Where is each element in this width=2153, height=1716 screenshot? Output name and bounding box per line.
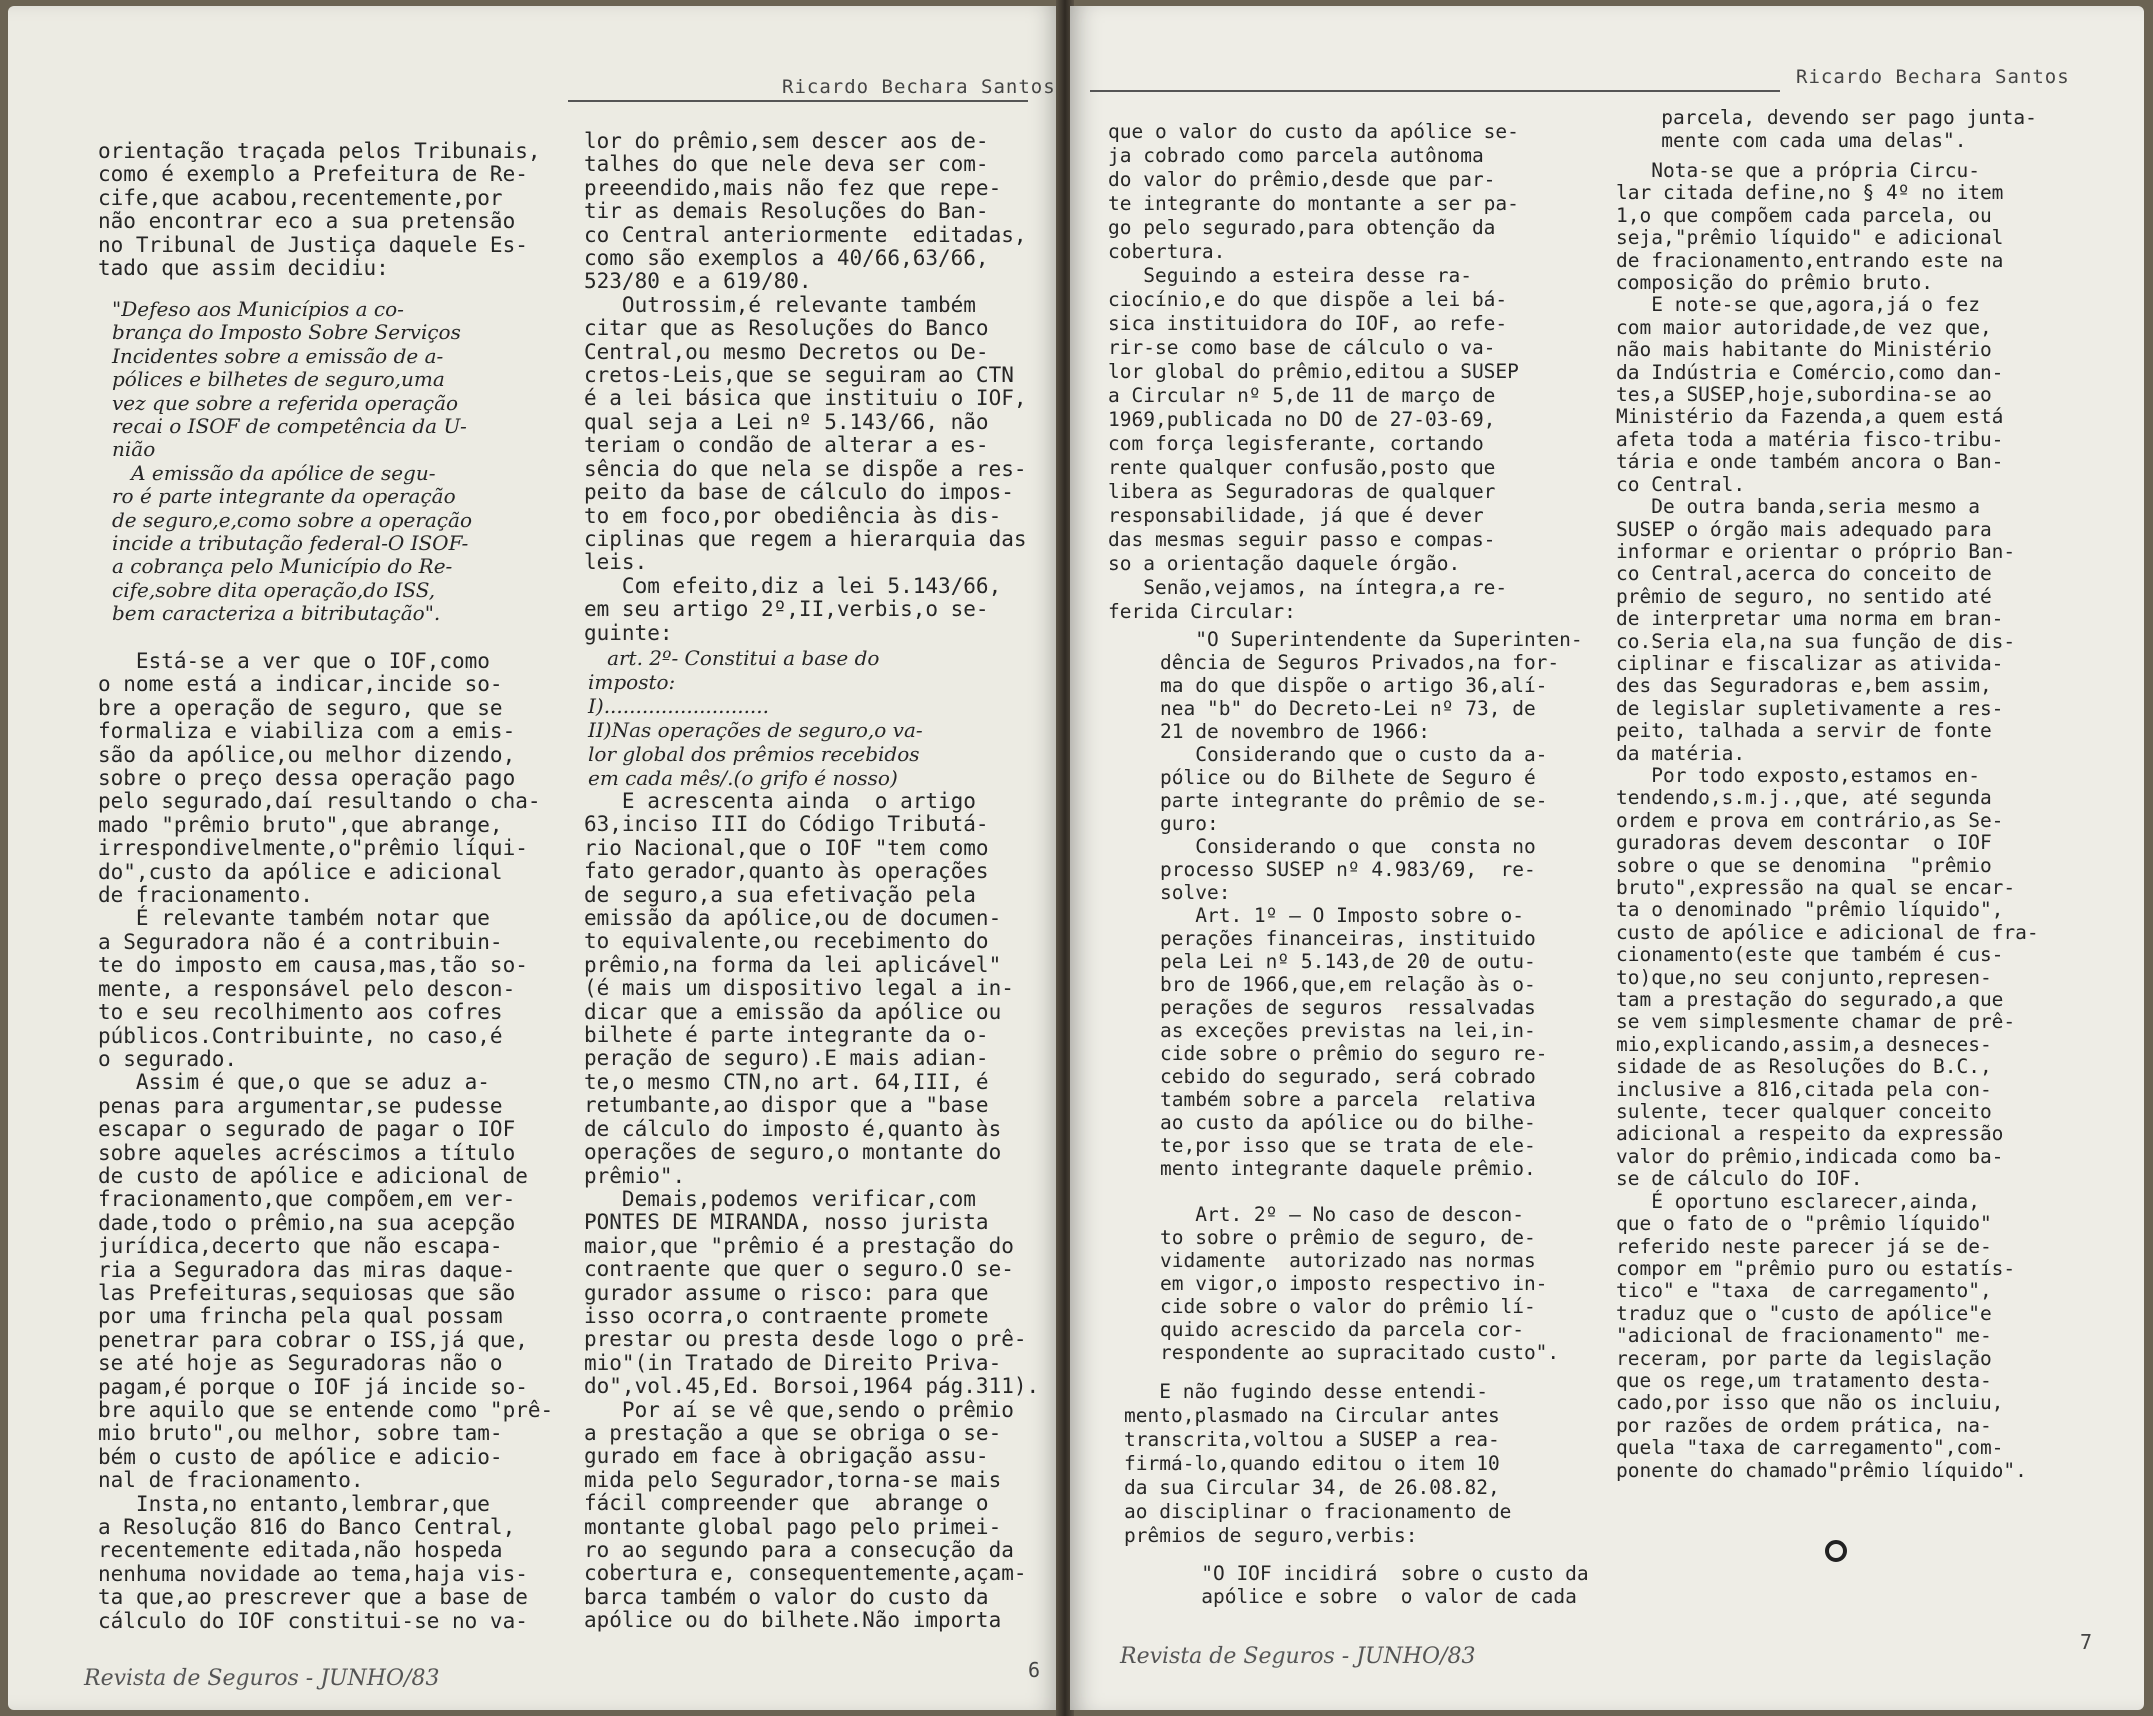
right-col3-body: E não fugindo desse entendi- mento,plasmado na Circular antes transcrita,voltou a SUSEP a rea- firmá-lo,quando editou o item 10 da sua Circular 34, de 26.08.82, ao disciplinar o fracionamento de prêmios de seguro,verbis: — [1124, 1380, 1512, 1547]
end-of-article-icon — [1825, 1540, 1847, 1562]
left-col2-paragraph: lor do prêmio,sem descer aos de- talhes do que nele deva ser com- preeendido,mais não fez que repe- tir as demais Resoluções do Ban- co Central anteriormente editadas, como são exemplos a 40/66,63/66, 523/80 e a 619/80. Outrossim,é relevante também citar que as Resoluções do Banco Central,ou mesmo Decretos ou De- cretos-Leis,que se seguiram ao CTN é a lei básica que instituiu o IOF, qual seja a Lei nº 5.143/66, não teriam o condão de alterar a es- sência do que nela se dispõe a res- peito da base de cálculo do impos- to em foco,por obediência às dis- ciplinas que regem a hierarquia das leis. Com efeito,diz a lei 5.143/66, em seu artigo 2º,II,verbis,o se- guinte: — [584, 129, 1027, 645]
magazine-footer-right: Revista de Seguros - JUNHO/83 — [1120, 1644, 1476, 1669]
left-col1-body: Está-se a ver que o IOF,como o nome está a indicar,incide so- bre a operação de seguro, que se formaliza e viabiliza com a emis- são da apólice,ou melhor dizendo, sobre o preço dessa operação pago pelo segurado,daí resultando o cha- mado "prêmio bruto",que abrange, irrespondivelmente,o"prêmio líqui- do",custo da apólice e adicional de fracionamento. É relevante também notar que a Seguradora não é a contribuin- te do imposto em causa,mas,tão so- mente, a responsável pelo descon- to e seu recolhimento aos cofres públicos.Contribuinte, no caso,é o segurado. Assim é que,o que se aduz a- penas para argumentar,se pudesse escapar o segurado de pagar o IOF sobre aqueles acréscimos a título de custo de apólice e adicional de fracionamento,que compõem,em ver- dade,todo o prêmio,na sua acepção jurídica,decerto que não escapa- ria a Seguradora das miras daque- las Prefeituras,sequiosas que são por uma frincha pela qual possam penetrar para cobrar o ISS,já que, se até hoje as Seguradoras não o pagam,é porque o IOF já incide so- bre aquilo que se entende como "prê- mio bruto",ou melhor, sobre tam- bém o custo de apólice e adicio- nal de fracionamento. Insta,no entanto,lembrar,que a Resolução 816 do Banco Central, recentemente editada,não hospeda nenhuma novidade ao tema,haja vis- ta que,ao prescrever que a base de cálculo do IOF constitui-se no va- — [98, 649, 554, 1633]
running-head-right: Ricardo Bechara Santos — [1796, 66, 2070, 88]
right-col4-body: Nota-se que a própria Circu- lar citada define,no § 4º no item 1,o que compõem cada parcela, ou seja,"prêmio líquido" e adicional de fracionamento,entrando este na composição do prêmio bruto. E note-se que,agora,já o fez com maior autoridade,de vez que, não mais habitante do Ministério da Indústria e Comércio,como dan- tes,a SUSEP,hoje,subordina-se ao Ministério da Fazenda,a quem está afeta toda a matéria fisco-tribu- tária e onde também ancora o Ban- co Central. De outra banda,seria mesmo a SUSEP o órgão mais adequado para informar e orientar o próprio Ban- co Central,acerca do conceito de prêmio de seguro, no sentido até de interpretar uma norma em bran- co.Seria ela,na sua função de dis- ciplinar e fiscalizar as ativida- des das Seguradoras e,bem assim, de legislar supletivamente a res- peito, talhada a servir de fonte da matéria. Por todo exposto,estamos en- tendendo,s.m.j.,que, até segunda ordem e prova em contrário,as Se- guradoras devem descontar o IOF sobre o que se denomina "prêmio bruto",expressão na qual se encar- ta o denominado "prêmio líquido", custo de apólice e adicional de fra- cionamento(este que também é cus- to)que,no seu conjunto,represen- tam a prestação do segurado,a que se vem simplesmente chamar de prê- mio,explicando,assim,a desneces- sidade de as Resoluções do B.C., inclusive a 816,citada pela con- sulente, tecer qualquer conceito adicional a respeito da expressão valor do prêmio,indicada como ba- se de cálculo do IOF. É oportuno esclarecer,ainda, que o fato de o "prêmio líquido" referido neste parecer já se de- compor em "prêmio puro ou estatís- tico" e "taxa de carregamento", traduz que o "custo de apólice"e "adicional de fracionamento" me- receram, por parte da legislação que os rege,um tratamento desta- cado,por isso que não os incluiu, por razões de ordem prática, na- quela "taxa de carregamento",com- ponente do chamado"prêmio líquido". — [1616, 159, 2039, 1482]
right-col3-susep-circular: "O Superintendente da Superinten- dência de Seguros Privados,na for- ma do que dispõe o artigo 36,alí- nea "b" do Decreto-Lei nº 73, de 21 de novembro de 1966: Considerando que o custo da a- pólice ou do Bilhete de Seguro é parte integrante do prêmio de se- guro: Considerando o que consta no processo SUSEP nº 4.983/69, re- solve: Art. 1º — O Imposto sobre o- perações financeiras, instituido pela Lei nº 5.143,de 20 de outu- bro de 1966,que,em relação às o- perações de seguros ressalvadas as exceções previstas na lei,in- cide sobre o prêmio do seguro re- cebido do segurado, será cobrado também sobre a parcela relativa ao custo da apólice ou do bilhe- te,por isso que se trata de ele- mento integrante daquele prêmio. Art. 2º — No caso de descon- to sobre o prêmio de seguro, de- vidamente autorizado nas normas em vigor,o imposto respectivo in- cide sobre o valor do prêmio lí- quido acrescido da parcela cor- respondente ao supracitado custo". — [1160, 628, 1583, 1364]
left-col1-court-quote: "Defeso aos Municípios a co- brança do Imposto Sobre Serviços Incidentes sobre a emissão de a- pólices e bilhetes de seguro,uma vez que sobre a referida operação recai o ISOF de competência da U- nião A emissão da apólice de segu- ro é parte integrante da operação de seguro,e,como sobre a operação incide a tributação federal-O ISOF- a cobrança pelo Município do Re- cife,sobre dita operação,do ISS, bem caracteriza a bitributação". — [112, 297, 473, 626]
running-head-left: Ricardo Bechara Santos — [782, 76, 1056, 98]
right-col3-circular-quote: "O IOF incidirá sobre o custo da apólice e sobre o valor de cada — [1201, 1562, 1589, 1608]
right-col3-paragraph: que o valor do custo da apólice se- ja cobrado como parcela autônoma do valor do prêmio,desde que par- te integrante do montante a ser pa- go pelo segurado,para obtenção da cobertura. Seguindo a esteira desse ra- ciocínio,e do que dispõe a lei bá- sica instituidora do IOF, ao refe- rir-se como base de cálculo o va- lor global do prêmio,editou a SUSEP a Circular nº 5,de 11 de março de 1969,publicada no DO de 27-03-69, com força legisferante, cortando rente qualquer confusão,posto que libera as Seguradoras de qualquer responsabilidade, já que é dever das mesmas seguir passo e compas- so a orientação daquele órgão. Senão,vejamos, na íntegra,a re- ferida Circular: — [1108, 120, 1519, 623]
left-page — [8, 6, 1060, 1710]
left-col1-paragraph: orientação traçada pelos Tribunais, como é exemplo a Prefeitura de Re- cife,que acabou,recentemente,por não encontrar eco a sua pretensão no Tribunal de Justiça daquele Es- tado que assim decidiu: — [98, 139, 541, 281]
page-number-7: 7 — [2080, 1630, 2093, 1654]
header-rule-right — [1090, 90, 1780, 92]
right-page — [1070, 6, 2144, 1710]
magazine-footer-left: Revista de Seguros - JUNHO/83 — [84, 1666, 440, 1691]
left-col2-body: E acrescenta ainda o artigo 63,inciso III do Código Tributá- rio Nacional,que o IOF "tem como fato gerador,quanto às operações de seguro,a sua efetivação pela emissão da apólice,ou de documen- to equivalente,ou recebimento do prêmio,na forma da lei aplicável" (é mais um dispositivo legal a in- dicar que a emissão da apólice ou bilhete é parte integrante da o- peração de seguro).E mais adian- te,o mesmo CTN,no art. 64,III, é retumbante,ao dispor que a "base de cálculo do imposto é,quanto às operações de seguro,o montante do prêmio". Demais,podemos verificar,com PONTES DE MIRANDA, nosso jurista maior,que "prêmio é a prestação do contraente que quer o seguro.O se- gurador assume o risco: para que isso ocorra,o contraente promete prestar ou presta desde logo o prê- mio"(in Tratado de Direito Priva- do",vol.45,Ed. Borsoi,1964 pág.311). Por aí se vê que,sendo o prêmio a prestação a que se obriga o se- gurado em face à obrigação assu- mida pelo Segurador,torna-se mais fácil compreender que abrange o montante global pago pelo primei- ro ao segundo para a consecução da cobertura e, consequentemente,açam- barca também o valor do custo da apólice ou do bilhete.Não importa — [584, 789, 1040, 1633]
header-rule-left — [568, 100, 1028, 102]
page-number-6: 6 — [1028, 1658, 1041, 1682]
left-col2-law-quote: art. 2º- Constitui a base do imposto: I).......................... II)Nas operações de seguro,o va- lor global dos prêmios recebidos em cada mês/.(o grifo é nosso) — [588, 646, 923, 790]
right-col4-quote-end: parcela, devendo ser pago junta- mente com cada uma delas". — [1661, 106, 2037, 152]
